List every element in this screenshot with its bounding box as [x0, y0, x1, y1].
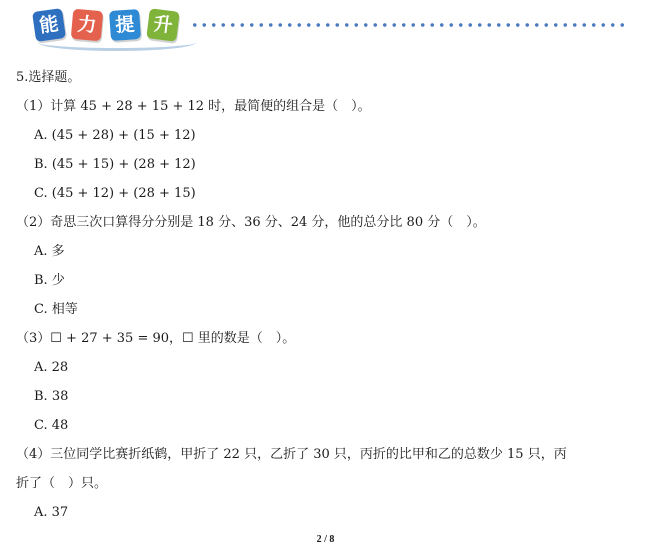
banner-tile-sheng: 升	[146, 8, 179, 41]
question-2-stem: （2）奇思三次口算得分分别是 18 分、36 分、24 分，他的总分比 80 分（ ）。	[16, 215, 486, 230]
question-1-stem: （1）计算 45 + 28 + 15 + 12 时，最简便的组合是（ ）。	[16, 99, 371, 114]
question-1-option-c[interactable]: C. (45 + 12) + (28 + 15)	[34, 186, 196, 201]
banner-tile-neng: 能	[32, 8, 66, 42]
question-2-option-b[interactable]: B. 少	[34, 273, 65, 288]
question-2-option-a[interactable]: A. 多	[34, 244, 65, 259]
question-3-option-a[interactable]: A. 28	[34, 360, 69, 375]
question-1-option-b[interactable]: B. (45 + 15) + (28 + 12)	[34, 157, 196, 172]
question-3-option-b[interactable]: B. 38	[34, 389, 69, 404]
banner-tile-ti: 提	[109, 9, 141, 41]
question-4-option-a[interactable]: A. 37	[34, 505, 69, 520]
banner-tile-li: 力	[71, 9, 104, 42]
ability-banner	[30, 4, 630, 50]
question-4-stem-line-2: 折了（ ）只。	[16, 476, 108, 491]
question-4-stem-line-1: （4）三位同学比赛折纸鹤，甲折了 22 只，乙折了 30 只，丙折的比甲和乙的总数少 15 只，丙	[16, 447, 567, 462]
page-number: 2 / 8	[316, 534, 335, 545]
question-1-option-a[interactable]: A. (45 + 28) + (15 + 12)	[34, 128, 196, 143]
banner-dotted-line	[190, 22, 630, 28]
section-title: 5.选择题。	[16, 70, 81, 85]
question-2-option-c[interactable]: C. 相等	[34, 302, 78, 317]
question-3-stem: （3）☐ + 27 + 35 = 90，☐ 里的数是（ ）。	[16, 331, 296, 346]
question-3-option-c[interactable]: C. 48	[34, 418, 69, 433]
